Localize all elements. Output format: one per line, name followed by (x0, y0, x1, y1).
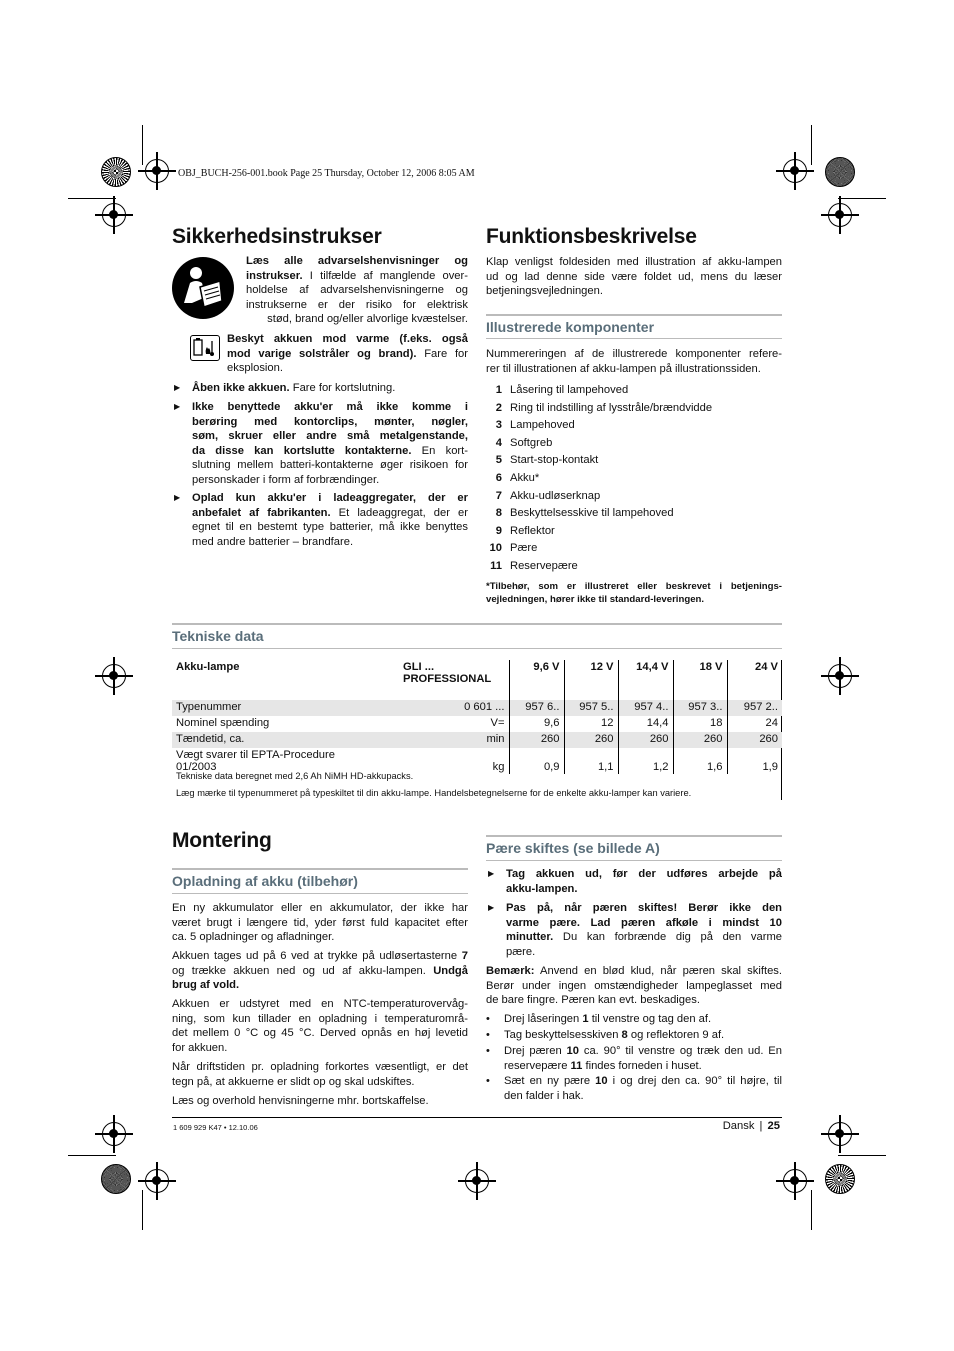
component-label: Ring til indstilling af lysstråle/brændvidde (510, 401, 713, 414)
read-manual-icon (172, 257, 234, 319)
component-label: Lampehoved (510, 419, 575, 432)
component-label: Reflektor (510, 524, 555, 537)
triangle-bullet-icon: ▶ (174, 402, 181, 411)
crop-mark (811, 125, 812, 165)
section-rule (486, 835, 782, 837)
registration-star-mark (101, 1164, 131, 1194)
components-intro: Nummereringen af de illustrerede komponenter refere- rer til illustrationen af akku-lampen på illustrationssiden. (486, 348, 782, 375)
component-label: Låsering til lampehoved (510, 384, 629, 396)
footer-language: Dansk (722, 1120, 755, 1132)
dot-bullet-icon: • (486, 1029, 490, 1041)
crop-mark (811, 1190, 812, 1230)
bulb-note: Bemærk: Anvend en blød klud, når pæren skal skiftes. Berør under ingen omstændigheder lampeglasset med de bare fingre. Pæren kan evt. beskadiges. (486, 965, 782, 1006)
section-rule (486, 338, 782, 339)
crosshair-mark (465, 1169, 489, 1193)
component-label: Start-stop-kontakt (510, 454, 599, 467)
function-intro: Klap venligst foldesiden med illustration af akku-lampen ud og lad denne side være foldet ud, mens du læser betjeningsvejledningen. (486, 256, 782, 297)
heat-warning-text: Beskyt akkuen mod varme (f.eks. også mod varige solstråler og brand). Fare for eksplosion. (227, 333, 468, 374)
component-label: Akku* (510, 472, 540, 484)
mount-paragraph: Akkuen tages ud på 6 ved at trykke på udløsertasterne 7 og trække akkuen ned og ud af akku-lampen. Undgå brug af vold. (172, 950, 468, 991)
safety-title: Sikkerhedsinstrukser (172, 225, 382, 248)
component-number: 9 (495, 524, 502, 537)
table-row: Nominel spænding V= 9,6 12 14,4 18 24 (172, 716, 782, 732)
bulb-title: Pære skiftes (se billede A) (486, 840, 660, 856)
triangle-bullet-icon: ▶ (174, 383, 181, 392)
safety-intro: Læs alle advarselshenvisninger og instrukser. I tilfælde af manglende over- holdelse af advarselshenvisningerne og instrukserne er der risiko for elektrisk stød, brand og/eller alvorlige kvæstelser. (246, 255, 468, 325)
print-header-line: OBJ_BUCH-256-001.book Page 25 Thursday, October 12, 2006 8:05 AM (178, 168, 475, 179)
tech-title: Tekniske data (172, 628, 264, 644)
table-row: Typenummer 0 601 ... 957 6.. 957 5.. 957 4.. 957 3.. 957 2.. (172, 700, 782, 716)
mount-paragraph: Akkuen er udstyret med en NTC-temperaturovervåg- ning, som kun tillader en opladning i temperaturområ- det mellem 0 °C og 45 °C. Derved opnås en høj levetid for akkuen. (172, 998, 468, 1054)
tech-note-1: Tekniske data beregnet med 2,6 Ah NiMH HD-akkupacks. (176, 771, 414, 781)
section-rule (486, 860, 782, 861)
registration-star-mark (825, 1164, 855, 1194)
tech-note-2: Læg mærke til typenummeret på typeskiltet til din akku-lampe. Handelsbetegnelserne for de enkelte akku-lamper kan variere. (176, 788, 692, 798)
component-number: 2 (495, 401, 502, 414)
mount-paragraph: Læs og overhold henvisningerne mhr. bortskaffelse. (172, 1095, 429, 1107)
component-number: 4 (495, 436, 502, 449)
component-number: 10 (489, 542, 502, 555)
components-title: Illustrerede komponenter (486, 319, 655, 335)
crosshair-mark (102, 1122, 126, 1146)
function-title: Funktionsbeskrivelse (486, 225, 697, 248)
heat-warning-icon (190, 335, 220, 361)
crosshair-mark (828, 203, 852, 227)
table-header-row: Akku-lampe GLI ... PROFESSIONAL 9,6 V 12 V 14,4 V 18 V 24 V (172, 660, 782, 686)
component-number: 7 (495, 489, 502, 502)
component-number: 11 (490, 560, 502, 572)
crop-mark (142, 1190, 143, 1230)
component-label: Pære (510, 542, 538, 555)
footer-doc-id: 1 609 929 K47 • 12.10.06 (173, 1123, 258, 1132)
triangle-bullet-icon: ▶ (174, 493, 181, 502)
crosshair-mark (145, 159, 169, 183)
crosshair-mark (828, 664, 852, 688)
crosshair-mark (783, 159, 807, 183)
section-rule (172, 868, 468, 870)
component-label: Reservepære (510, 560, 578, 572)
dot-bullet-icon: • (486, 1045, 490, 1057)
crop-mark (838, 1155, 886, 1156)
component-label: Akku-udløserknap (510, 489, 601, 502)
registration-star-mark (825, 157, 855, 187)
mount-title: Montering (172, 829, 272, 852)
table-row: Tændetid, ca. min 260 260 260 260 260 (172, 732, 782, 748)
section-rule (172, 893, 468, 894)
section-rule (172, 648, 782, 649)
tech-table (172, 660, 782, 774)
accessory-footnote: *Tilbehør, som er illustreret eller beskrevet i betjenings- vejledningen, hører ikke til standard-leveringen. (486, 581, 782, 605)
crop-mark (68, 1155, 116, 1156)
section-rule (172, 623, 782, 625)
section-rule (486, 314, 782, 316)
mount-paragraph: Når driftstiden pr. opladning forkortes væsentligt, er det tegn på, at akkuerne er slidt op og skal udskiftes. (172, 1061, 468, 1088)
footer-page (723, 1120, 780, 1132)
crosshair-mark (102, 664, 126, 688)
component-label: Beskyttelsesskive til lampehoved (510, 507, 674, 520)
component-number: 8 (495, 507, 502, 520)
dot-bullet-icon: • (486, 1075, 490, 1087)
registration-star-mark (101, 157, 131, 187)
crosshair-mark (102, 203, 126, 227)
footer-separator: | (759, 1120, 763, 1132)
component-number: 3 (495, 419, 502, 432)
component-label: Softgreb (510, 436, 553, 449)
crop-mark (142, 125, 143, 165)
charge-title: Opladning af akku (tilbehør) (172, 873, 358, 889)
crosshair-mark (145, 1169, 169, 1193)
component-number: 5 (495, 454, 502, 467)
crosshair-mark (783, 1169, 807, 1193)
crop-mark (838, 198, 886, 199)
crosshair-mark (828, 1122, 852, 1146)
mount-paragraph: En ny akkumulator eller en akkumulator, der ikke har været brugt i længere tid, yder først fuld kapacitet efter ca. 5 opladninger og afladninger. (172, 902, 468, 943)
crop-mark (68, 198, 116, 199)
page-number: 25 (767, 1120, 780, 1132)
component-number: 6 (495, 472, 502, 484)
dot-bullet-icon: • (486, 1013, 490, 1025)
triangle-bullet-icon: ▶ (488, 869, 495, 878)
footer-rule (172, 1117, 782, 1118)
table-row: Vægt svarer til EPTA-Procedure 01/2003 kg 0,9 1,1 1,2 1,6 1,9 (172, 748, 782, 774)
triangle-bullet-icon: ▶ (488, 903, 495, 912)
component-number: 1 (495, 384, 502, 396)
